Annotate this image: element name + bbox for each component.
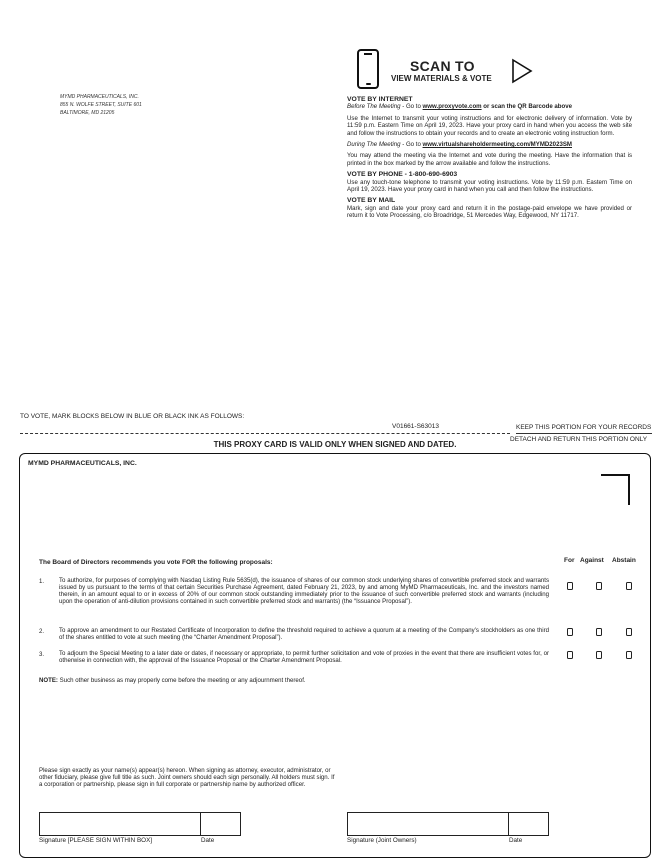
valid-notice: THIS PROXY CARD IS VALID ONLY WHEN SIGNED AND DATED. — [213, 440, 457, 449]
proposal-2-number: 2. — [39, 628, 45, 635]
scan-subtitle: VIEW MATERIALS & VOTE — [391, 74, 492, 83]
address-line-3: BALTIMORE, MD 21205 — [60, 110, 115, 116]
note-label: NOTE: — [39, 677, 58, 684]
proposal-3-for-checkbox[interactable] — [567, 651, 573, 659]
joint-signature-label: Signature (Joint Owners) — [347, 837, 417, 844]
address-corner-mark — [601, 474, 630, 505]
keep-portion-label: KEEP THIS PORTION FOR YOUR RECORDS — [516, 424, 652, 431]
joint-date-box[interactable] — [508, 812, 549, 836]
mail-para: Mark, sign and date your proxy card and return it in the postage-paid envelope we have provided or return it to Vote Processing, c/o Broadridge, 51 Mercedes Way, Edgewood, NY 11717. — [347, 204, 632, 220]
address-line-2: 855 N. WOLFE STREET, SUITE 601 — [60, 102, 142, 108]
proposal-3-number: 3. — [39, 651, 45, 658]
before-meeting-label: Before The Meeting — [347, 103, 401, 111]
play-outline-icon — [511, 58, 533, 84]
internet-para-1: Use the Internet to transmit your voting instructions and for electronic delivery of information. Vote by 11:59 p.m. Eastern Time on April 19, 2023. Have your proxy card in hand when you access the web site and follow the instructions to obtain your records and to create an electronic voting instruction form. — [347, 114, 632, 137]
detach-portion-label: DETACH AND RETURN THIS PORTION ONLY — [510, 436, 648, 443]
col-abstain: Abstain — [612, 557, 636, 564]
smartphone-icon — [357, 49, 379, 89]
mail-heading: VOTE BY MAIL — [347, 197, 396, 205]
phone-para: Use any touch-tone telephone to transmit your voting instructions. Vote by 11:59 p.m. Eastern Time on April 19, 2023. Have your proxy card in hand when you call and then follow the instructions. — [347, 178, 632, 194]
proposal-3-abstain-checkbox[interactable] — [626, 651, 632, 659]
keep-divider — [516, 433, 652, 434]
during-meeting-label: During The Meeting — [347, 141, 401, 149]
joint-signature-box[interactable] — [347, 812, 509, 836]
proposal-1-against-checkbox[interactable] — [596, 582, 602, 590]
note-line — [39, 677, 306, 684]
return-address — [60, 93, 142, 117]
internet-heading: VOTE BY INTERNET — [347, 96, 413, 103]
col-against: Against — [580, 557, 604, 564]
detach-dashed-line — [20, 433, 510, 434]
proxyvote-link[interactable]: www.proxyvote.com — [422, 103, 482, 111]
card-company-name: MYMD PHARMACEUTICALS, INC. — [28, 460, 137, 467]
note-text: Such other business as may properly come before the meeting or any adjournment thereof. — [57, 677, 306, 684]
virtual-meeting-link[interactable]: www.virtualshareholdermeeting.com/MYMD2023SM — [422, 141, 572, 149]
proposal-1-text: To authorize, for purposes of complying with Nasdaq Listing Rule 5635(d), the issuance of shares of our common stock underlying shares of convertible preferred stock and warrants issued by us pursuant to the terms of that certain Securities Purchase Agreement, dated February 21, 2023, by and among MyMD Pharmaceuticals, Inc. and the investors named therein, in an amount equal to or in excess of 20% of our common stock outstanding immediately prior to the issuance of such convertible preferred stock and warrants (including upon the operation of anti-dilution provisions contained in such convertible preferred stock and warrants) (the “Issuance Proposal”). — [59, 577, 549, 606]
mark-instruction: TO VOTE, MARK BLOCKS BELOW IN BLUE OR BLACK INK AS FOLLOWS: — [20, 413, 245, 420]
before-meeting-line — [347, 103, 632, 110]
proposal-2-abstain-checkbox[interactable] — [626, 628, 632, 636]
voting-instructions — [347, 96, 632, 224]
proposal-1-for-checkbox[interactable] — [567, 582, 573, 590]
signature-box[interactable] — [39, 812, 201, 836]
during-meeting-line — [347, 141, 632, 148]
signature-label: Signature [PLEASE SIGN WITHIN BOX] — [39, 837, 153, 844]
proposal-3-against-checkbox[interactable] — [596, 651, 602, 659]
col-for: For — [564, 557, 575, 564]
proposal-1-abstain-checkbox[interactable] — [626, 582, 632, 590]
joint-date-label: Date — [509, 837, 523, 844]
proposal-1-number: 1. — [39, 578, 45, 585]
scan-title: SCAN TO — [410, 58, 475, 74]
before-dash: - Go to — [400, 103, 423, 111]
signature-date-box[interactable] — [200, 812, 241, 836]
control-number: V01661-S63013 — [392, 423, 439, 430]
internet-para-2: You may attend the meeting via the Internet and vote during the meeting. Have the information that is printed in the box marked by the arrow available and follow the instructions. — [347, 152, 632, 167]
signature-date-label: Date — [201, 837, 215, 844]
proposal-2-against-checkbox[interactable] — [596, 628, 602, 636]
address-line-1: MYMD PHARMACEUTICALS, INC. — [60, 94, 139, 100]
qr-note: or scan the QR Barcode above — [481, 103, 573, 111]
proposal-3-text: To adjourn the Special Meeting to a later date or dates, if necessary or appropriate, to permit further solicitation and vote of proxies in the event that there are insufficient votes for, or otherwise in connection with, the approval of the Issuance Proposal or the Charter Amendment Proposal. — [59, 650, 549, 665]
phone-heading: VOTE BY PHONE - 1-800-690-6903 — [347, 171, 458, 179]
proposal-2-text: To approve an amendment to our Restated Certificate of Incorporation to define the threshold required to achieve a quorum at a meeting of the Company’s stockholders as one third of the shares entitled to vote at such meeting (the “Charter Amendment Proposal”). — [59, 627, 549, 642]
board-recommendation: The Board of Directors recommends you vote FOR the following proposals: — [39, 559, 273, 566]
during-dash: - Go to — [400, 141, 423, 149]
proposal-2-for-checkbox[interactable] — [567, 628, 573, 636]
signing-instructions: Please sign exactly as your name(s) appear(s) hereon. When signing as attorney, executor, administrator, or other fiduciary, please give full title as such. Joint owners should each sign personally. All holders must sign. If a corporation or partnership, please sign in full corporate or partnership name by authorized officer. — [39, 767, 335, 789]
